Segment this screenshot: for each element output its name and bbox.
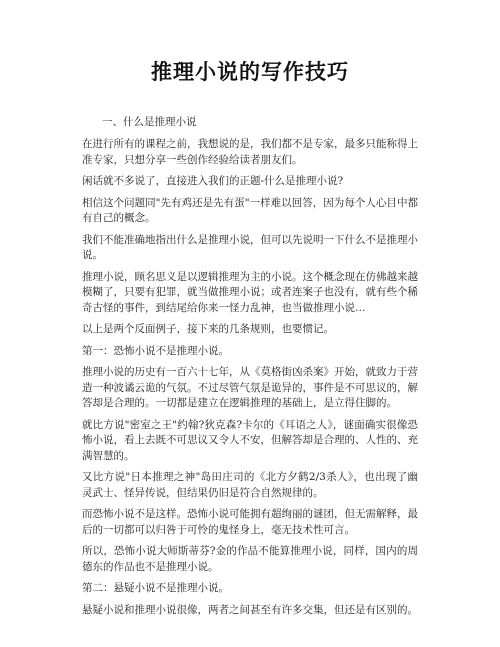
paragraph: 悬疑小说和推理小说很像，两者之间甚至有许多交集，但还是有区别的。 bbox=[82, 603, 418, 616]
paragraph: 相信这个问题同"先有鸡还是先有蛋"一样难以回答，因为每个人心目中都有自己的概念。 bbox=[82, 196, 418, 224]
paragraph: 闲话就不多说了，直接进入我们的正题-什么是推理小说? bbox=[82, 175, 344, 187]
paragraph: 推理小说，顾名思义是以逻辑推理为主的小说。这个概念现在仿佛越来越模糊了，只要有犯罪，就当做推理小说；或者连案子也没有，就有些个稀奇古怪的事件，到结尾给你来一怪力乱神，也当做推理小说… bbox=[82, 270, 418, 314]
paragraph: 我们不能准确地指出什么是推理小说，但可以先说明一下什么不是推理小说。 bbox=[82, 233, 418, 261]
paragraph: 以上是两个反面例子，接下来的几条规则，也要惯记。 bbox=[82, 323, 334, 335]
document-title: 推理小说的写作技巧 bbox=[151, 59, 349, 84]
paragraph: 推理小说的历史有一百六十七年，从《莫格街凶杀案》开始，就致力于营造一种波谲云诡的气氛。不过尽管气氛是诡异的，事件是不可思议的，解答却是合理的。一切都是建立在逻辑推理的基础上，是立得住脚的。 bbox=[82, 366, 418, 409]
paragraph: 在进行所有的课程之前，我想说的是，我们都不是专家，最多只能称得上准专家，只想分享一些创作经验给读者朋友们。 bbox=[82, 138, 418, 166]
paragraph: 而恐怖小说不是这样。恐怖小说可能拥有超绚丽的谜团，但无需解释，最后的一切都可以归咎于可怜的鬼怪身上，毫无技术性可言。 bbox=[82, 508, 418, 536]
paragraph: 就比方说"密室之王"约翰?狄克森?卡尔的《耳语之人》，谜面确实很像恐怖小说，看上去既不可思议又令人不安，但解答却是合理的、人性的、充满智慧的。 bbox=[82, 418, 418, 462]
paragraph: 所以，恐怖小说大师斯蒂芬?金的作品不能算推理小说，同样，国内的周德东的作品也不是推理小说。 bbox=[82, 545, 418, 573]
section-heading: 一、什么是推理小说 bbox=[102, 116, 197, 128]
paragraph: 又比方说"日本推理之神"岛田庄司的《北方夕鹤2/3杀人》，也出现了幽灵武士、怪异传说，但结果仍旧是符合自然规律的。 bbox=[82, 471, 418, 499]
paragraph: 第一：恐怖小说不是推理小说。 bbox=[82, 344, 229, 357]
document-body bbox=[82, 115, 418, 618]
paragraph: 第二：悬疑小说不是推理小说。 bbox=[82, 582, 229, 594]
